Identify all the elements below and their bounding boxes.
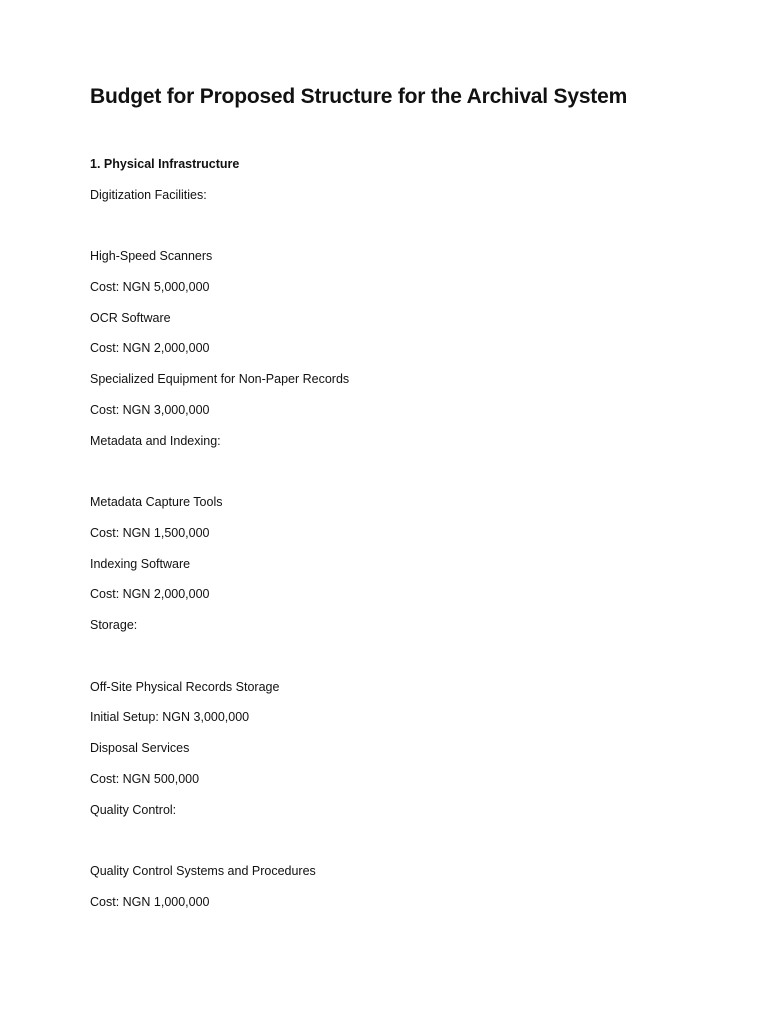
item-cost-specialized-equipment: Cost: NGN 3,000,000	[90, 403, 210, 417]
item-cost-offsite-storage: Initial Setup: NGN 3,000,000	[90, 710, 250, 724]
digitization-label: Digitization Facilities:	[90, 188, 207, 202]
item-name-ocr-software: OCR Software	[90, 311, 171, 325]
item-name-offsite-storage: Off-Site Physical Records Storage	[90, 680, 280, 694]
section-heading: 1. Physical Infrastructure	[90, 157, 240, 171]
item-name-specialized-equipment: Specialized Equipment for Non-Paper Records	[90, 372, 350, 386]
item-cost-quality-control-systems: Cost: NGN 1,000,000	[90, 895, 210, 909]
item-cost-high-speed-scanners: Cost: NGN 5,000,000	[90, 280, 210, 294]
item-cost-ocr-software: Cost: NGN 2,000,000	[90, 341, 210, 355]
item-cost-metadata-capture-tools: Cost: NGN 1,500,000	[90, 526, 210, 540]
storage-label: Storage:	[90, 618, 138, 632]
item-name-indexing-software: Indexing Software	[90, 557, 191, 571]
quality-label: Quality Control:	[90, 803, 177, 817]
item-name-high-speed-scanners: High-Speed Scanners	[90, 249, 213, 263]
item-name-disposal-services: Disposal Services	[90, 741, 190, 755]
item-name-quality-control-systems: Quality Control Systems and Procedures	[90, 864, 316, 878]
item-name-metadata-capture-tools: Metadata Capture Tools	[90, 495, 223, 509]
metadata-label: Metadata and Indexing:	[90, 434, 221, 448]
item-cost-indexing-software: Cost: NGN 2,000,000	[90, 587, 210, 601]
document-title: Budget for Proposed Structure for the Archival System	[90, 85, 628, 108]
item-cost-disposal-services: Cost: NGN 500,000	[90, 772, 200, 786]
